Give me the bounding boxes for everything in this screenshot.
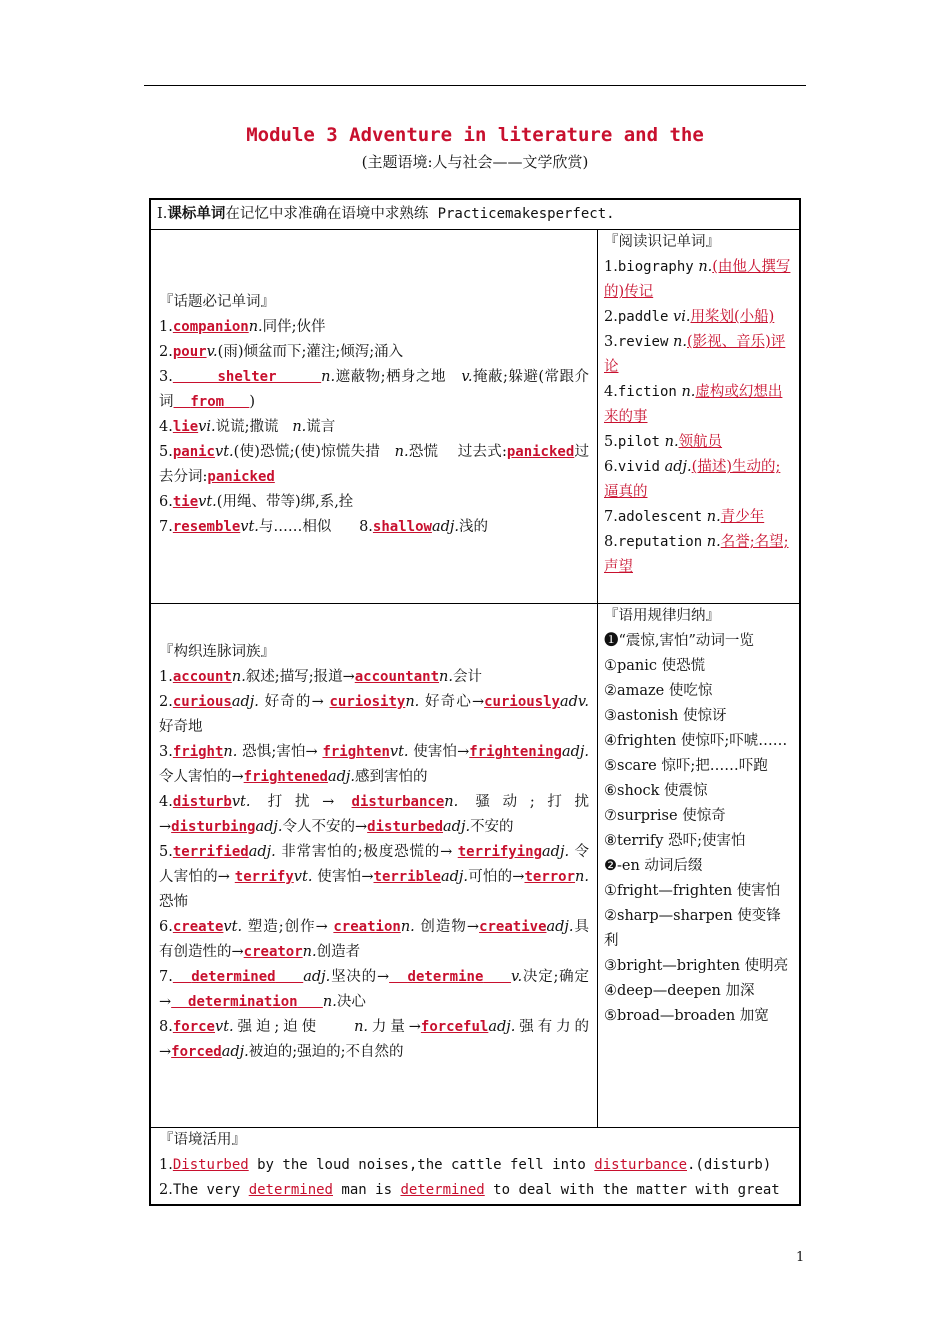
word-family-cell (151, 604, 598, 1127)
rules-item: ①fright—frighten 使害怕 (604, 883, 781, 899)
family-item: 7. determined adj.坚决的→ determine v.决定;确定→ determination n.决心 (159, 969, 589, 1010)
context-sentence: 1.Disturbed by the loud noises,the cattle fell into disturbance.(disturb) (159, 1157, 772, 1173)
reading-words-cell (598, 230, 799, 603)
page-number: 1 (796, 1250, 805, 1265)
reading-item: 3.review n.(影视、音乐)评论 (604, 334, 786, 375)
row-context (151, 1128, 799, 1206)
rules-item: ⑤broad—broaden 加宽 (604, 1008, 769, 1024)
rules-item: ②amaze 使吃惊 (604, 683, 713, 699)
rules-item: ⑤scare 惊吓;把……吓跑 (604, 758, 768, 774)
context-heading: 『语境活用』 (159, 1132, 246, 1148)
context-cell (151, 1128, 799, 1206)
reading-heading: 『阅读识记单词』 (604, 234, 720, 250)
family-heading: 『构织连脉词族』 (159, 644, 275, 660)
rules-item: ④deep—deepen 加深 (604, 983, 755, 999)
rules-item: ⑥shock 使震惊 (604, 783, 708, 799)
rules-list-2 (604, 879, 793, 1029)
topic-item: 4.lievi.说谎;撒谎 n.谎言 (159, 419, 336, 435)
topic-item: 7.resemblevt.与……相似 8.shallowadj.浅的 (159, 519, 488, 535)
rules-item: ②sharp—sharpen 使变锋利 (604, 908, 781, 949)
vocabulary-table (149, 198, 801, 1206)
family-item: 8.forcevt.强迫;迫使 n.力量→forcefuladj.强有力的→forcedadj.被迫的;强迫的;不自然的 (159, 1019, 590, 1060)
reading-item: 7.adolescent n.青少年 (604, 509, 765, 525)
row-family-rules (151, 604, 799, 1128)
section-number: Ⅰ. (157, 206, 168, 222)
reading-list (604, 255, 793, 580)
rules-item: ⑧terrify 恐吓;使害怕 (604, 833, 746, 849)
family-item: 4.disturbvt. 打扰→ disturbancen. 骚动;打扰→disturbingadj.令人不安的→disturbedadj.不安的 (159, 794, 590, 835)
rules-group-1-title: ❶“震惊,害怕”动词一览 (604, 633, 754, 649)
topic-heading: 『话题必记单词』 (159, 294, 275, 310)
reading-item: 4.fiction n.虚构或幻想出来的事 (604, 384, 783, 425)
rules-item: ③astonish 使惊讶 (604, 708, 727, 724)
header-rule (144, 85, 806, 86)
topic-item: 6.tievt.(用绳、带等)绑,系,拴 (159, 494, 354, 510)
family-item: 6.createvt. 塑造;创作→ creationn. 创造物→creativeadj.具有创造性的→creatorn.创造者 (159, 919, 590, 960)
family-item: 3.frightn. 恐惧;害怕→ frightenvt. 使害怕→frighteningadj.令人害怕的→frightenedadj.感到害怕的 (159, 744, 590, 785)
reading-item: 1.biography n.(由他人撰写的)传记 (604, 259, 791, 300)
topic-item: 3. shelter n.遮蔽物;栖身之地 v.掩蔽;躲避(常跟介词 from ) (159, 369, 589, 410)
section-motto: 在记忆中求准确在语境中求熟练 (225, 206, 429, 222)
topic-words-cell (151, 230, 598, 603)
rules-list-1 (604, 654, 793, 854)
topic-item: 1.companionn.同伴;伙伴 (159, 319, 326, 335)
family-item: 1.accountn.叙述;描写;报道→accountantn.会计 (159, 669, 482, 685)
row-topic-reading (151, 230, 799, 604)
rules-item: ③bright—brighten 使明亮 (604, 958, 789, 974)
section-header (151, 200, 799, 228)
rules-item: ⑦surprise 使惊奇 (604, 808, 726, 824)
family-item: 2.curiousadj. 好奇的→ curiosityn. 好奇心→curiouslyadv.好奇地 (159, 694, 589, 735)
reading-item: 5.pilot n.领航员 (604, 434, 723, 450)
section-bold-title: 课标单词 (167, 205, 226, 222)
page-subtitle: (主题语境:人与社会——文学欣赏) (361, 153, 589, 171)
reading-item: 2.paddle vi.用桨划(小船) (604, 309, 775, 325)
context-sentence: 2.The very determined man is determined to deal with the matter with great (159, 1182, 780, 1198)
reading-item: 8.reputation n.名誉;名望;声望 (604, 534, 789, 575)
family-item: 5.terrifiedadj. 非常害怕的;极度恐慌的→ terrifyingadj. 令人害怕的→ terrifyvt. 使害怕→terribleadj.可怕的→terrorn.恐怖 (159, 844, 590, 910)
reading-item: 6.vivid adj.(描述)生动的;逼真的 (604, 459, 781, 500)
section-english-motto: Practicemakesperfect. (437, 206, 615, 222)
usage-rules-cell (598, 604, 799, 1127)
rules-heading: 『语用规律归纳』 (604, 608, 720, 624)
topic-item: 5.panicvt.(使)恐慌;(使)惊慌失措 n.恐慌 过去式:panicked过去分词:panicked (159, 444, 590, 485)
rules-item: ④frighten 使惊吓;吓唬…… (604, 733, 788, 749)
topic-item: 2.pourv.(雨)倾盆而下;灌注;倾泻;涌入 (159, 344, 404, 360)
rules-group-2-title: ❷-en 动词后缀 (604, 858, 703, 874)
page-title: Module 3 Adventure in literature and the (246, 124, 704, 146)
section-header-row (151, 200, 799, 230)
rules-item: ①panic 使恐慌 (604, 658, 706, 674)
